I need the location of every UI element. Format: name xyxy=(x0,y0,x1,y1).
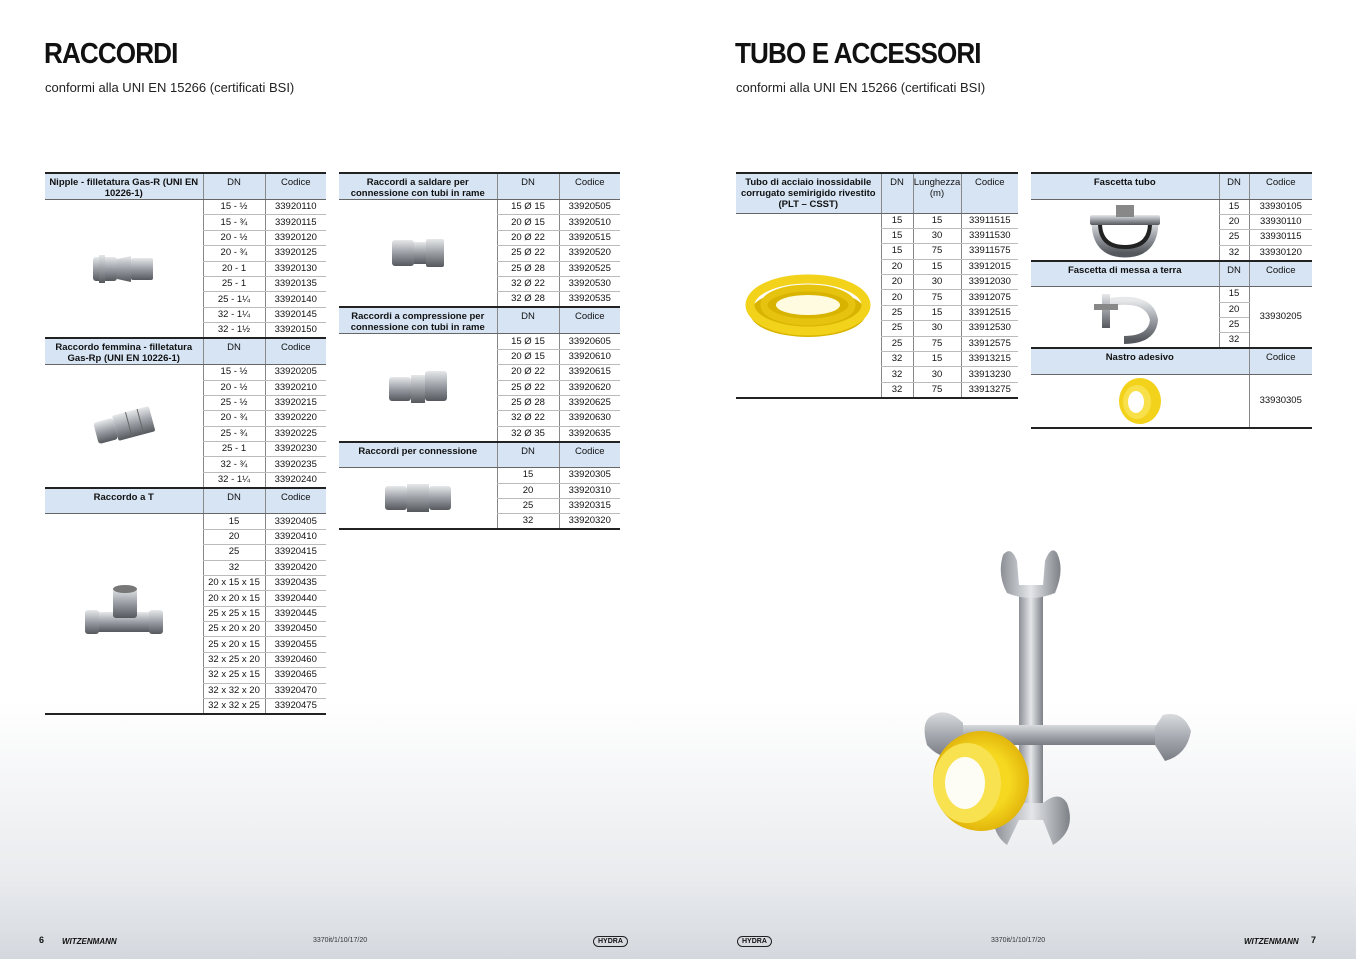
femmina-header-row xyxy=(45,338,326,365)
table-row xyxy=(339,200,620,215)
connessione-title: Raccordi per connessione xyxy=(339,442,497,468)
code-cell: 33920320 xyxy=(559,514,620,530)
code-cell: 33920205 xyxy=(265,365,326,380)
dn-cell: 25 xyxy=(203,545,265,560)
table-row xyxy=(1031,374,1312,428)
dn-cell: 20 Ø 15 xyxy=(497,349,559,364)
dn-cell: 25 Ø 28 xyxy=(497,261,559,276)
raccordo-t-dn-header: DN xyxy=(203,488,265,514)
femmina-product-image xyxy=(45,365,203,488)
terra-code-header: Codice xyxy=(1249,261,1312,287)
left-brand: WITZENMANN xyxy=(62,937,117,946)
dn-cell: 32 xyxy=(1219,333,1249,349)
code-cell: 33920315 xyxy=(559,498,620,513)
right-hydra-logo: HYDRA xyxy=(737,936,772,947)
dn-cell: 32 - ¾ xyxy=(203,457,265,472)
code-cell: 33920625 xyxy=(559,395,620,410)
code-cell: 33920505 xyxy=(559,200,620,215)
terra-header-row xyxy=(1031,261,1312,287)
code-cell: 33920235 xyxy=(265,457,326,472)
femmina-code-header: Codice xyxy=(265,338,326,365)
length-cell: 75 xyxy=(913,290,961,305)
code-cell: 33920305 xyxy=(559,468,620,483)
dn-cell: 20 xyxy=(881,259,913,274)
table-row xyxy=(736,213,1018,228)
terra-title: Fascetta di messa a terra xyxy=(1031,261,1219,287)
tubo-code-header: Codice xyxy=(961,173,1018,213)
nastro-code-header: Codice xyxy=(1249,348,1312,374)
dn-cell: 25 Ø 28 xyxy=(497,395,559,410)
code-cell: 33911575 xyxy=(961,244,1018,259)
dn-cell: 32 - 1½ xyxy=(203,323,265,339)
code-cell: 33920450 xyxy=(265,622,326,637)
code-cell: 33912575 xyxy=(961,336,1018,351)
dn-cell: 20 Ø 22 xyxy=(497,365,559,380)
nastro-code-cell: 33930305 xyxy=(1249,374,1312,428)
nastro-title: Nastro adesivo xyxy=(1031,348,1249,374)
code-cell: 33920525 xyxy=(559,261,620,276)
table-row xyxy=(339,468,620,483)
code-cell: 33920230 xyxy=(265,442,326,457)
connessione-product-image xyxy=(339,468,497,530)
femmina-title: Raccordo femmina - filletatura Gas-Rp (UNI EN 10226-1) xyxy=(45,338,203,365)
code-cell: 33913275 xyxy=(961,382,1018,398)
dn-cell: 20 x 20 x 15 xyxy=(203,591,265,606)
dn-cell: 20 - ½ xyxy=(203,380,265,395)
code-cell: 33913215 xyxy=(961,352,1018,367)
code-cell: 33920210 xyxy=(265,380,326,395)
left-hydra-logo: HYDRA xyxy=(593,936,628,947)
dn-cell: 20 - ¾ xyxy=(203,246,265,261)
code-cell: 33920535 xyxy=(559,292,620,308)
left-page-number: 6 xyxy=(39,935,45,945)
nipple-dn-header: DN xyxy=(203,173,265,200)
dn-cell: 25 - 1 xyxy=(203,442,265,457)
raccordo-t-title: Raccordo a T xyxy=(45,488,203,514)
code-cell: 33920635 xyxy=(559,426,620,442)
accessori-table xyxy=(1031,172,1312,429)
dn-cell: 25 x 20 x 20 xyxy=(203,622,265,637)
code-cell: 33920630 xyxy=(559,411,620,426)
length-cell: 30 xyxy=(913,275,961,290)
dn-cell: 20 Ø 22 xyxy=(497,230,559,245)
code-cell: 33920445 xyxy=(265,606,326,621)
code-cell: 33911515 xyxy=(961,213,1018,228)
code-cell: 33930120 xyxy=(1249,245,1312,261)
code-cell: 33920215 xyxy=(265,395,326,410)
dn-cell: 20 xyxy=(497,483,559,498)
nastro-header-row xyxy=(1031,348,1312,374)
saldare-header-row xyxy=(339,173,620,200)
code-cell: 33920620 xyxy=(559,380,620,395)
dn-cell: 25 - 1¼ xyxy=(203,292,265,307)
dn-cell: 15 - ½ xyxy=(203,200,265,215)
code-cell: 33920150 xyxy=(265,323,326,339)
compressione-product-image xyxy=(339,334,497,442)
code-cell: 33920405 xyxy=(265,514,326,529)
code-cell: 33920470 xyxy=(265,683,326,698)
length-cell: 15 xyxy=(913,259,961,274)
code-cell: 33920455 xyxy=(265,637,326,652)
dn-cell: 25 xyxy=(881,321,913,336)
fascetta-dn-header: DN xyxy=(1219,173,1249,199)
code-cell: 33920615 xyxy=(559,365,620,380)
tubo-dn-header: DN xyxy=(881,173,913,213)
code-cell: 33920220 xyxy=(265,411,326,426)
dn-cell: 32 x 32 x 20 xyxy=(203,683,265,698)
tubo-header-row xyxy=(736,173,1018,213)
wrench-tape-illustration xyxy=(915,545,1205,865)
code-cell: 33920410 xyxy=(265,529,326,544)
code-cell: 33930110 xyxy=(1249,214,1312,229)
code-cell: 33920225 xyxy=(265,426,326,441)
code-cell: 33920475 xyxy=(265,699,326,715)
dn-cell: 15 Ø 15 xyxy=(497,334,559,349)
code-cell: 33920530 xyxy=(559,276,620,291)
left-page-title: RACCORDI xyxy=(44,38,178,70)
code-cell: 33920130 xyxy=(265,261,326,276)
saldare-product-image xyxy=(339,200,497,308)
code-cell: 33920115 xyxy=(265,215,326,230)
terra-dn-header: DN xyxy=(1219,261,1249,287)
dn-cell: 25 xyxy=(881,336,913,351)
table-row xyxy=(339,334,620,349)
code-cell: 33920110 xyxy=(265,200,326,215)
connessione-code-header: Codice xyxy=(559,442,620,468)
table-row xyxy=(45,514,326,529)
table-row xyxy=(45,365,326,380)
code-cell: 33920465 xyxy=(265,668,326,683)
dn-cell: 15 xyxy=(881,213,913,228)
compressione-code-header: Codice xyxy=(559,307,620,334)
code-cell: 33920520 xyxy=(559,246,620,261)
terra-code-cell: 33930205 xyxy=(1249,287,1312,349)
length-cell: 30 xyxy=(913,367,961,382)
dn-cell: 25 - ½ xyxy=(203,395,265,410)
dn-cell: 20 x 15 x 15 xyxy=(203,575,265,590)
compressione-header-row xyxy=(339,307,620,334)
code-cell: 33920440 xyxy=(265,591,326,606)
length-cell: 30 xyxy=(913,228,961,243)
connessione-dn-header: DN xyxy=(497,442,559,468)
nipple-header-row xyxy=(45,173,326,200)
dn-cell: 20 xyxy=(203,529,265,544)
length-cell: 75 xyxy=(913,382,961,398)
code-cell: 33912030 xyxy=(961,275,1018,290)
dn-cell: 25 - 1 xyxy=(203,276,265,291)
dn-cell: 20 xyxy=(881,275,913,290)
dn-cell: 15 xyxy=(881,228,913,243)
dn-cell: 20 xyxy=(1219,302,1249,317)
dn-cell: 25 Ø 22 xyxy=(497,246,559,261)
dn-cell: 32 x 25 x 20 xyxy=(203,652,265,667)
length-cell: 15 xyxy=(913,213,961,228)
dn-cell: 25 xyxy=(1219,230,1249,245)
fascetta-product-image xyxy=(1031,199,1219,261)
code-cell: 33920240 xyxy=(265,472,326,488)
code-cell: 33920515 xyxy=(559,230,620,245)
dn-cell: 15 xyxy=(881,244,913,259)
terra-product-image xyxy=(1031,287,1219,349)
dn-cell: 32 Ø 22 xyxy=(497,411,559,426)
code-cell: 33920415 xyxy=(265,545,326,560)
fascetta-code-header: Codice xyxy=(1249,173,1312,199)
dn-cell: 20 xyxy=(1219,214,1249,229)
dn-cell: 15 xyxy=(1219,287,1249,302)
connessione-header-row xyxy=(339,442,620,468)
compressione-dn-header: DN xyxy=(497,307,559,334)
dn-cell: 25 xyxy=(881,305,913,320)
yellow-tape-roll xyxy=(933,731,1029,831)
length-cell: 75 xyxy=(913,244,961,259)
code-cell: 33920120 xyxy=(265,230,326,245)
tubo-title: Tubo di acciaio inossidabile corrugato semirigido rivestito (PLT – CSST) xyxy=(736,173,881,213)
length-cell: 15 xyxy=(913,305,961,320)
raccordo-t-code-header: Codice xyxy=(265,488,326,514)
code-cell: 33920610 xyxy=(559,349,620,364)
middle-column-table xyxy=(339,172,620,530)
code-cell: 33920145 xyxy=(265,307,326,322)
tubo-length-header: Lunghezza (m) xyxy=(913,173,961,213)
femmina-dn-header: DN xyxy=(203,338,265,365)
code-cell: 33920460 xyxy=(265,652,326,667)
dn-cell: 15 xyxy=(203,514,265,529)
code-cell: 33912075 xyxy=(961,290,1018,305)
raccordo-t-header-row xyxy=(45,488,326,514)
table-row xyxy=(1031,287,1312,302)
code-cell: 33920140 xyxy=(265,292,326,307)
dn-cell: 25 x 20 x 15 xyxy=(203,637,265,652)
code-cell: 33930115 xyxy=(1249,230,1312,245)
length-cell: 15 xyxy=(913,352,961,367)
table-row xyxy=(1031,199,1312,214)
code-cell: 33930105 xyxy=(1249,199,1312,214)
dn-cell: 25 Ø 22 xyxy=(497,380,559,395)
dn-cell: 32 xyxy=(203,560,265,575)
dn-cell: 32 xyxy=(1219,245,1249,261)
dn-cell: 20 - ¾ xyxy=(203,411,265,426)
code-cell: 33912015 xyxy=(961,259,1018,274)
dn-cell: 32 xyxy=(881,352,913,367)
dn-cell: 25 xyxy=(497,498,559,513)
dn-cell: 32 - 1¼ xyxy=(203,307,265,322)
right-page-title: TUBO E ACCESSORI xyxy=(735,38,981,70)
code-cell: 33920420 xyxy=(265,560,326,575)
dn-cell: 32 xyxy=(881,367,913,382)
dn-cell: 15 - ½ xyxy=(203,365,265,380)
code-cell: 33911530 xyxy=(961,228,1018,243)
dn-cell: 20 xyxy=(881,290,913,305)
dn-cell: 32 Ø 22 xyxy=(497,276,559,291)
dn-cell: 32 x 32 x 25 xyxy=(203,699,265,715)
code-cell: 33920125 xyxy=(265,246,326,261)
dn-cell: 15 xyxy=(497,468,559,483)
nipple-product-image xyxy=(45,200,203,339)
nastro-product-image xyxy=(1031,374,1249,428)
compressione-title: Raccordi a compressione per connessione con tubi in rame xyxy=(339,307,497,334)
dn-cell: 32 - 1¼ xyxy=(203,472,265,488)
nipple-title: Nipple - filletatura Gas-R (UNI EN 10226-1) xyxy=(45,173,203,200)
dn-cell: 32 x 25 x 15 xyxy=(203,668,265,683)
right-page-subtitle: conformi alla UNI EN 15266 (certificati BSI) xyxy=(736,80,986,95)
dn-cell: 25 - ¾ xyxy=(203,426,265,441)
fascetta-header-row xyxy=(1031,173,1312,199)
dn-cell: 32 xyxy=(497,514,559,530)
tubo-table xyxy=(736,172,1018,399)
code-cell: 33912530 xyxy=(961,321,1018,336)
dn-cell: 15 Ø 15 xyxy=(497,200,559,215)
tubo-product-image xyxy=(736,213,881,398)
left-doc-code: 3370it/1/10/17/20 xyxy=(313,937,368,944)
code-cell: 33920435 xyxy=(265,575,326,590)
dn-cell: 25 xyxy=(1219,317,1249,332)
dn-cell: 32 Ø 28 xyxy=(497,292,559,308)
saldare-code-header: Codice xyxy=(559,173,620,200)
code-cell: 33920135 xyxy=(265,276,326,291)
table-row xyxy=(45,200,326,215)
dn-cell: 32 Ø 35 xyxy=(497,426,559,442)
length-cell: 75 xyxy=(913,336,961,351)
right-doc-code: 3370it/1/10/17/20 xyxy=(991,937,1046,944)
left-column-table xyxy=(45,172,326,715)
fascetta-title: Fascetta tubo xyxy=(1031,173,1219,199)
dn-cell: 20 Ø 15 xyxy=(497,215,559,230)
left-page-subtitle: conformi alla UNI EN 15266 (certificati BSI) xyxy=(45,80,295,95)
right-page-number: 7 xyxy=(1311,935,1317,945)
code-cell: 33920605 xyxy=(559,334,620,349)
raccordo-t-product-image xyxy=(45,514,203,714)
dn-cell: 20 - ½ xyxy=(203,230,265,245)
code-cell: 33920310 xyxy=(559,483,620,498)
dn-cell: 32 xyxy=(881,382,913,398)
code-cell: 33912515 xyxy=(961,305,1018,320)
code-cell: 33913230 xyxy=(961,367,1018,382)
right-brand: WITZENMANN xyxy=(1244,937,1299,946)
nipple-code-header: Codice xyxy=(265,173,326,200)
dn-cell: 15 xyxy=(1219,199,1249,214)
dn-cell: 25 x 25 x 15 xyxy=(203,606,265,621)
dn-cell: 20 - 1 xyxy=(203,261,265,276)
saldare-dn-header: DN xyxy=(497,173,559,200)
dn-cell: 15 - ¾ xyxy=(203,215,265,230)
length-cell: 30 xyxy=(913,321,961,336)
code-cell: 33920510 xyxy=(559,215,620,230)
saldare-title: Raccordi a saldare per connessione con tubi in rame xyxy=(339,173,497,200)
